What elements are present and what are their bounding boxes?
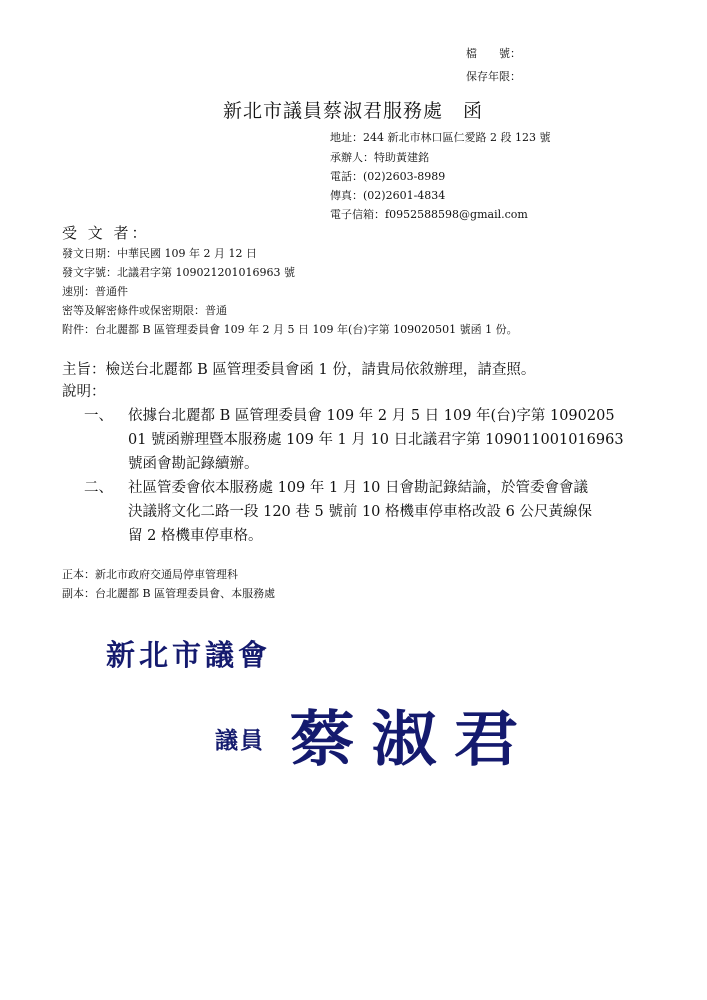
retention-period-label: 保存年限： — [466, 70, 521, 83]
issue-date: 發文日期：中華民國 109 年 2 月 12 日 — [62, 247, 257, 260]
item-line: 依據台北麗都 B 區管理委員會 109 年 2 月 5 日 109 年(台)字第 1090205 — [128, 408, 615, 424]
seal-name-char: 君 — [453, 705, 519, 775]
contact-address: 地址：244 新北市林口區仁愛路 2 段 123 號 — [330, 131, 551, 144]
contact-phone: 電話：(02)2603-8989 — [330, 170, 446, 183]
seal-council-name: 新北市議會 — [106, 638, 272, 672]
seal-name-char: 淑 — [371, 705, 437, 775]
item-number: 一、 — [84, 408, 113, 424]
item-line: 留 2 格機車停車格。 — [128, 528, 263, 544]
contact-fax: 傳真：(02)2601-4834 — [330, 189, 446, 202]
recipient-label: 受 文 者： — [62, 224, 150, 242]
attachment-line: 附件：台北麗都 B 區管理委員會 109 年 2 月 5 日 109 年(台)字第 109020501 號函 1 份。 — [62, 323, 518, 336]
contact-email: 電子信箱：f0952588598@gmail.com — [330, 208, 528, 221]
item-number: 二、 — [84, 480, 113, 496]
seal-title: 議員 — [215, 728, 265, 754]
document-title: 新北市議員蔡淑君服務處 函 — [223, 100, 484, 122]
seal-name-char: 蔡 — [289, 705, 355, 775]
item-line: 號函會勘記錄續辦。 — [128, 456, 259, 472]
subject-line: 主旨：檢送台北麗都 B 區管理委員會函 1 份，請貴局依敘辦理，請查照。 — [62, 362, 536, 378]
distribution-main: 正本：新北市政府交通局停車管理科 — [62, 568, 238, 581]
item-line: 社區管委會依本服務處 109 年 1 月 10 日會勘記錄結論，於管委會會議 — [128, 480, 589, 496]
item-line: 決議將文化二路一段 120 巷 5 號前 10 格機車停車格改設 6 公尺黃線保 — [128, 504, 592, 520]
file-number-label: 檔 號： — [466, 47, 521, 60]
contact-handler: 承辦人：特助黃建銘 — [330, 151, 429, 164]
item-line: 01 號函辦理暨本服務處 109 年 1 月 10 日北議君字第 109011001016963 — [128, 432, 624, 448]
distribution-copy: 副本：台北麗都 B 區管理委員會、本服務處 — [62, 587, 276, 600]
explanation-label: 說明： — [62, 384, 106, 400]
document-number: 發文字號：北議君字第 109021201016963 號 — [62, 266, 295, 279]
speed-class: 速別：普通件 — [62, 285, 128, 298]
security-classification: 密等及解密條件或保密期限：普通 — [62, 304, 227, 317]
